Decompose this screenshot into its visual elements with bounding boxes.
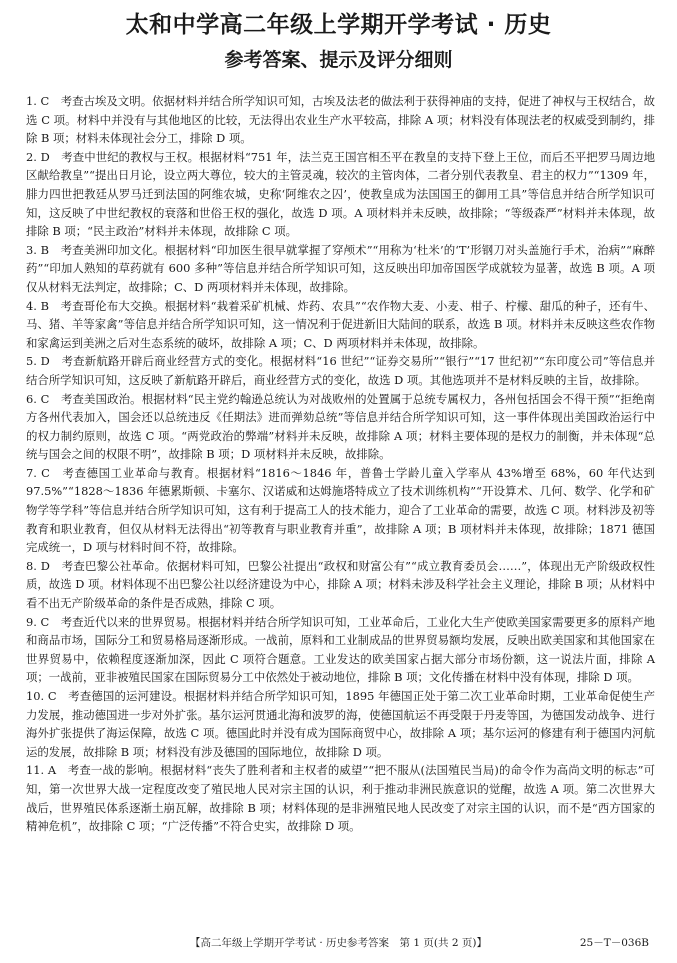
answer-item-7: 7. C 考查德国工业革命与教育。根据材料“1816～1846 年，普鲁士学龄儿童入学率从 43%增至 68%，60 年代达到 97.5%”“1828～1836 年德累斯顿、卡塞尔、汉诺威和达姆施塔特成立了技术训练机构”“开设算术、几何、数学、化学和矿物学等学科”等信息并结合所学知识可知，这有利于提高工人的技术能力，迎合了工业革命的需要，故选 C 项。材料涉及初等教育和职业教育，但仅从材料无法得出“初等教育与职业教育并重”，故排除 A 项；B 项材料并未体现，故排除；1871 德国完成统一，D 项与材料时间不符，故排除。 (26, 465, 655, 555)
answer-item-3: 3. B 考查美洲印加文化。根据材料“印加医生很早就掌握了穿颅术”“用称为‘杜米’的‘T’形钢刀对头盖施行手术，治病”“麻醉药”“印加人熟知的草药就有 600 多种”等信息并结合所学知识可知，这反映出印加帝国医学成就较为显著，故选 B 项。A 项仅从材料无法判定，故排除；C、D 两项材料并未体现，故排除。 (26, 242, 655, 294)
footer-exam-code: 25－T－036B (579, 937, 649, 949)
page-title: 太和中学高二年级上学期开学考试 · 历史 (125, 12, 552, 38)
answer-item-11: 11. A 考查一战的影响。根据材料“丧失了胜利者和主权者的威望”“把不服从(法国殖民当局)的命令作为高尚文明的标志”可知，第一次世界大战一定程度改变了殖民地人民对宗主国的认识，利于推动非洲民族意识的觉醒，故选 A 项。第二次世界大战后，世界殖民体系逐渐土崩瓦解，故排除 B 项；材料体现的是非洲殖民地人民改变了对宗主国的认识，而不是“西方国家的精神危机”，故排除 C 项；“广泛传播”不符合史实，故排除 D 项。 (26, 763, 655, 834)
page-subtitle: 参考答案、提示及评分细则 (224, 49, 453, 71)
answer-item-9: 9. C 考查近代以来的世界贸易。根据材料并结合所学知识可知，工业革命后，工业化大生产使欧美国家需要更多的原料产地和商品市场，国际分工和贸易格局逐渐形成。一战前，原料和工业制成品的世界贸易额均发展，反映出欧美国家和其他国家在世界贸易中，依赖程度逐渐加深，因此 C 项符合题意。工业发达的欧美国家占据大部分市场份额，这一说法片面，排除 A 项；一战前，亚非被殖民国家在国际贸易分工中依然处于被动地位，排除 B 项；文化传播在材料中没有体现，排除 D 项。 (26, 614, 655, 685)
answer-list (26, 92, 655, 836)
page-footer (0, 935, 677, 951)
answer-item-6: 6. C 考查美国政治。根据材料“民主党约翰逊总统认为对战败州的处置属于总统专属权力，各州包括国会不得干预”“拒绝南方各州代表加入，国会还以总统违反《任期法》进而弹劾总统”等信息并结合所学知识可知，这一事件体现出美国政治运行中的权力制约原则，故选 C 项。“两党政治的弊端”材料并未反映，故排除 A 项；材料主要体现的是权力的制衡，并未体现“总统与国会之间的权限不明”，故排除 B 项；D 项材料并未反映，故排除。 (26, 391, 655, 462)
answer-item-5: 5. D 考查新航路开辟后商业经营方式的变化。根据材料“16 世纪”“证券交易所”“银行”“17 世纪初”“东印度公司”等信息并结合所学知识可知，这反映了新航路开辟后，商业经营方式的变化，故选 D 项。其他选项并不是材料反映的主旨，故排除。 (26, 354, 655, 387)
answer-item-8: 8. D 考查巴黎公社革命。依据材料可知，巴黎公社提出“政权和财富公有”“成立教育委员会……”，体现出无产阶级政权性质，故选 D 项。材料体现不出巴黎公社以经济建设为中心，排除 A 项；材料未涉及科学社会主义理论，排除 B 项；从材料中看不出无产阶级革命的条件是否成熟，排除 C 项。 (26, 558, 655, 611)
answer-item-4: 4. B 考查哥伦布大交换。根据材料“栽着采矿机械、炸药、农具”“农作物大麦、小麦、柑子、柠檬、甜瓜的种子，还有牛、马、猪、羊等家禽”等信息并结合所学知识可知，这一情况利于促进新旧大陆间的联系，故选 B 项。材料并未反映这些农作物和家禽运到美洲之后对生态系统的破坏，故排除 A 项；C、D 两项材料并未体现，故排除。 (26, 298, 655, 350)
footer-page-info: 【高二年级上学期开学考试 · 历史参考答案 第 1 页(共 2 页)】 (190, 937, 487, 949)
answer-item-1: 1. C 考查古埃及文明。依据材料并结合所学知识可知，古埃及法老的做法利于获得神庙的支持，促进了神权与王权结合，故选 C 项。材料中并没有与其他地区的比较，无法得出农业生产水平较高，排除 A 项；材料没有体现法老的权威受到制约，排除 B 项；材料未体现社会分工，排除 D 项。 (26, 94, 655, 146)
answer-item-2: 2. D 考查中世纪的教权与王权。根据材料“751 年，法兰克王国宫相丕平在教皇的支持下登上王位，而后丕平把罗马周边地区献给教皇”“提出日月论，设立两大尊位，较大的主管灵魂，较次的主管肉体，二者分别代表教皇、君主的权力”“1309 年，腓力四世把教廷从罗马迁到法国的阿维农城，史称‘阿维农之囚’，使教皇成为法国国王的御用工具”等信息并结合所学知识可知，这反映了中世纪教权的衰落和世俗王权的强化，故选 D 项。A 项材料并未反映，故排除；“等级森严”材料并未体现，故排除 B 项；“民主政治”材料并未体现，故排除 C 项。 (26, 149, 655, 239)
answer-item-10: 10. C 考查德国的运河建设。根据材料并结合所学知识可知，1895 年德国正处于第二次工业革命时期，工业革命促使生产力发展，推动德国进一步对外扩张。基尔运河贯通北海和波罗的海，使德国航运不再受限于丹麦等国，为德国发动战争、进行海外扩张提供了海运保障，故选 C 项。德国此时并没有成为国际商贸中心，故排除 A 项；基尔运河的修建有利于德国内河航运的发展，故排除 B 项；材料没有涉及德国的国际地位，故排除 D 项。 (26, 689, 655, 759)
